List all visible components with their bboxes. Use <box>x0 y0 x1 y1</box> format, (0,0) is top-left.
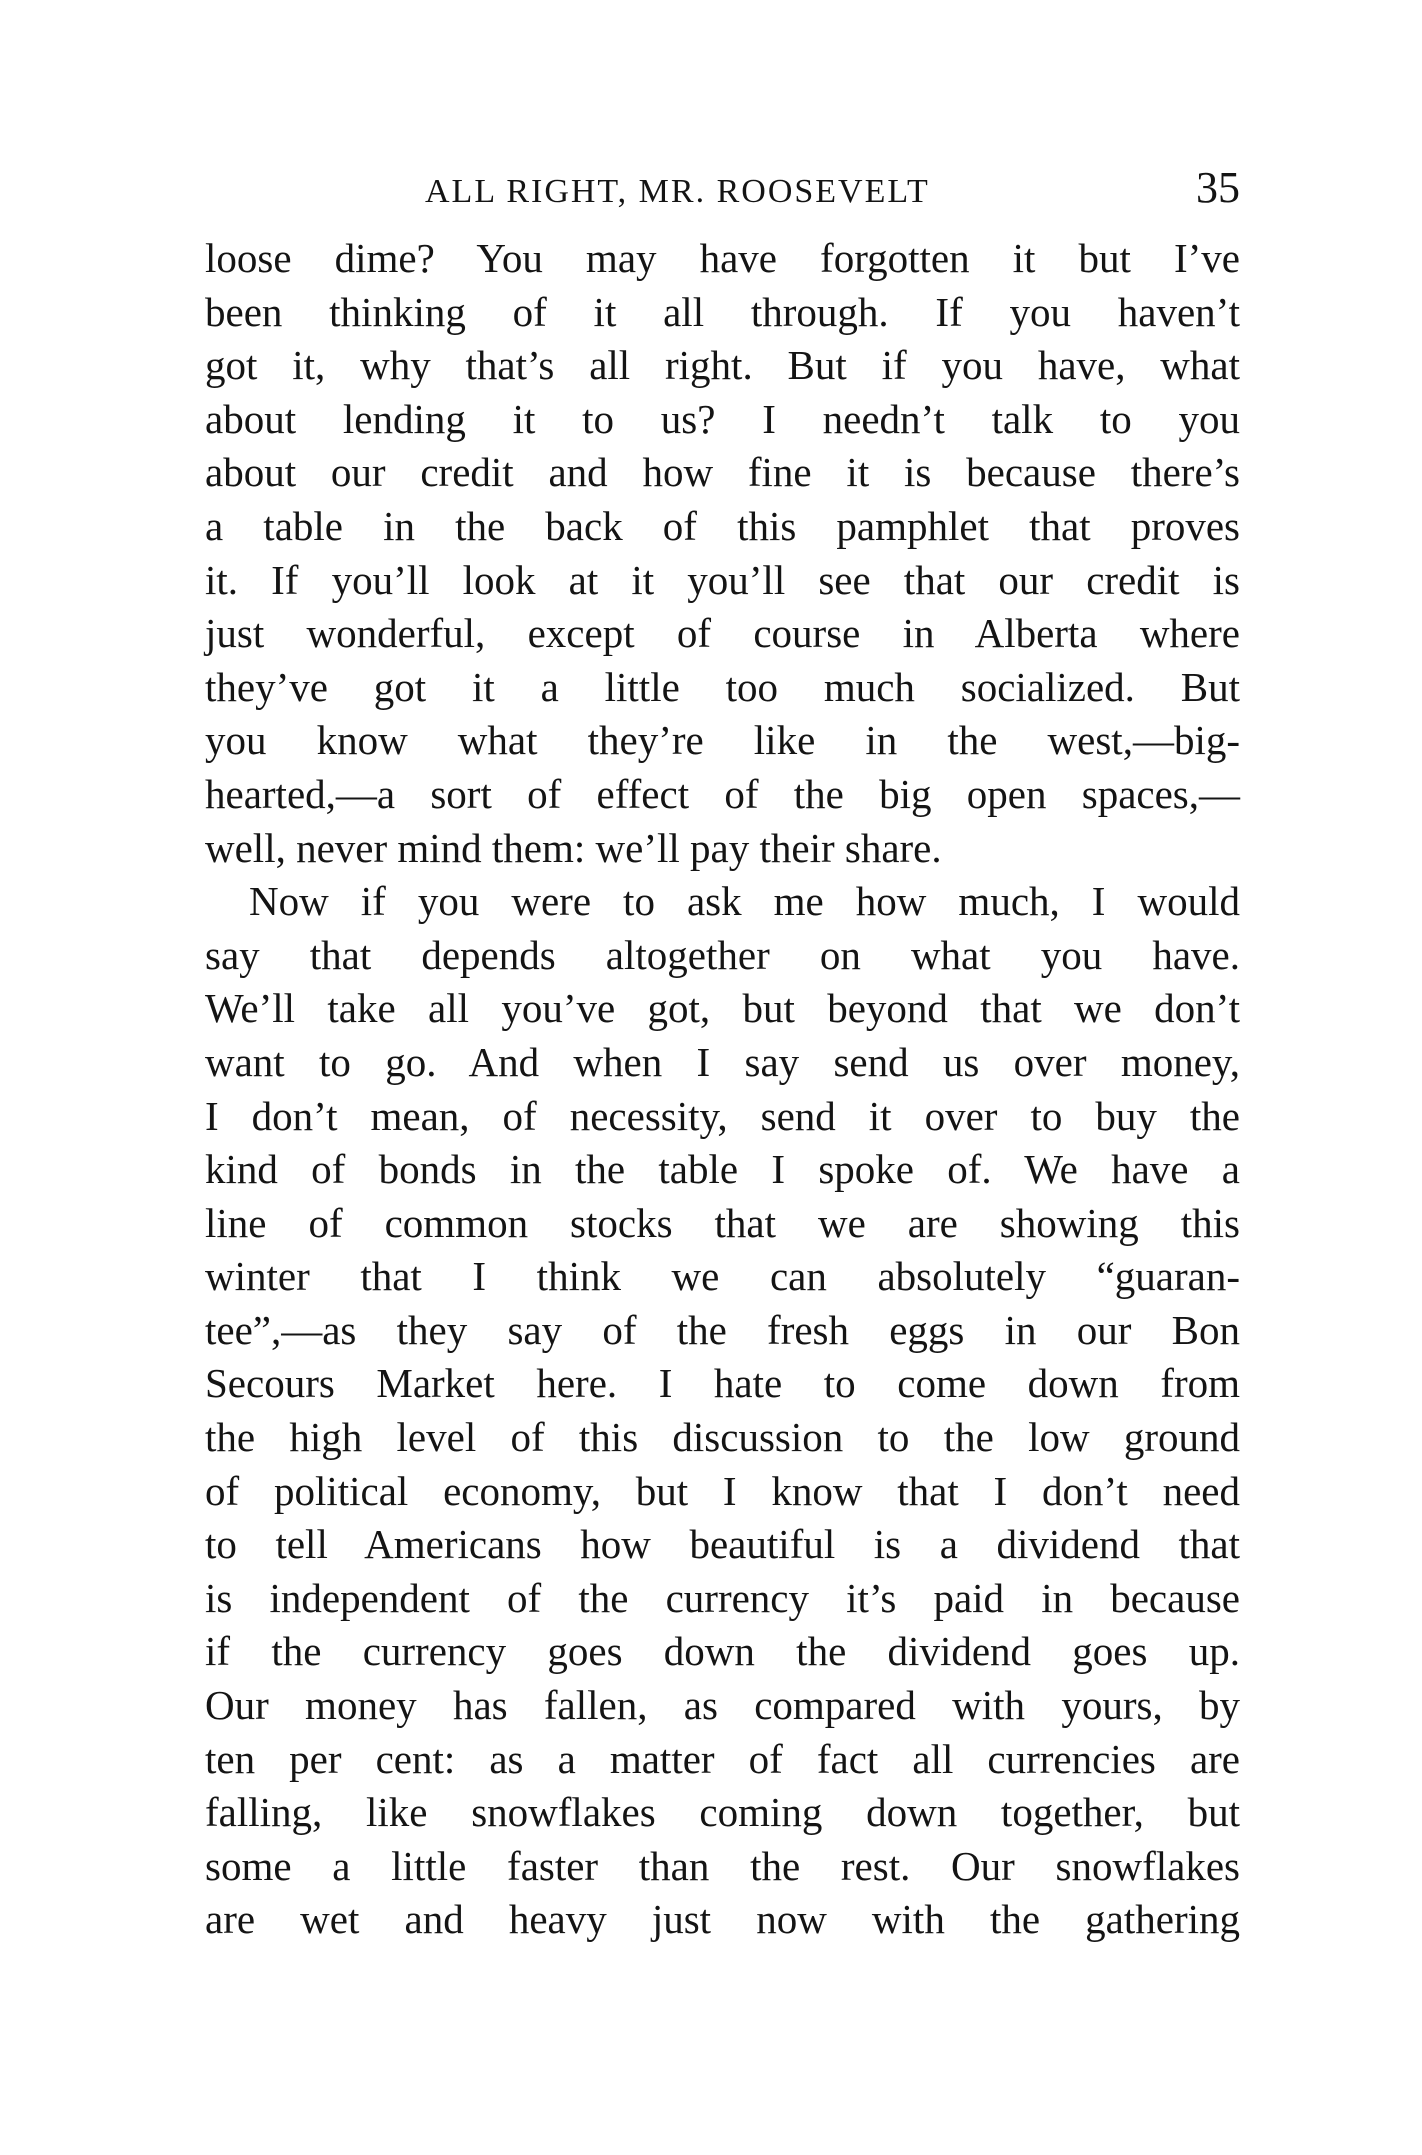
text-line: falling, like snowflakes coming down together, but <box>205 1789 1240 1836</box>
text-line: tee”,—as they say of the fresh eggs in our Bon <box>205 1306 1240 1353</box>
text-line: the high level of this discussion to the low ground <box>205 1414 1240 1461</box>
text-line: We’ll take all you’ve got, but beyond that we don’t <box>205 985 1240 1032</box>
text-line: been thinking of it all through. If you haven’t <box>205 288 1240 335</box>
text-line: winter that I think we can absolutely “guaran- <box>205 1253 1240 1300</box>
text-line: hearted,—a sort of effect of the big open spaces,— <box>205 770 1240 817</box>
text-line: you know what they’re like in the west,—big- <box>205 717 1240 764</box>
text-line: is independent of the currency it’s paid in because <box>205 1574 1240 1621</box>
text-line: say that depends altogether on what you have. <box>205 931 1240 978</box>
text-line: about our credit and how fine it is because there’s <box>205 449 1240 496</box>
text-line: kind of bonds in the table I spoke of. We have a <box>205 1146 1240 1193</box>
text-line: Now if you were to ask me how much, I would <box>249 878 1240 925</box>
text-line: Secours Market here. I hate to come down from <box>205 1360 1240 1407</box>
text-line: just wonderful, except of course in Alberta where <box>205 610 1240 657</box>
text-line: I don’t mean, of necessity, send it over to buy the <box>205 1092 1240 1139</box>
page-header <box>205 162 1240 222</box>
text-line: about lending it to us? I needn’t talk to you <box>205 395 1240 442</box>
text-line: want to go. And when I say send us over money, <box>205 1038 1240 1085</box>
text-line: some a little faster than the rest. Our snowflakes <box>205 1842 1240 1889</box>
text-line: got it, why that’s all right. But if you have, what <box>205 342 1240 389</box>
text-line: if the currency goes down the dividend goes up. <box>205 1628 1240 1675</box>
text-line: loose dime? You may have forgotten it but I’ve <box>205 235 1240 281</box>
text-line: it. If you’ll look at it you’ll see that our credit is <box>205 556 1240 603</box>
text-line: Our money has fallen, as compared with yours, by <box>205 1682 1240 1729</box>
text-line: well, never mind them: we’ll pay their share. <box>205 824 942 871</box>
text-line: are wet and heavy just now with the gathering <box>205 1896 1240 1943</box>
text-line: ten per cent: as a matter of fact all currencies are <box>205 1735 1240 1782</box>
text-line: a table in the back of this pamphlet that proves <box>205 502 1240 549</box>
running-head: ALL RIGHT, MR. ROOSEVELT <box>425 173 930 210</box>
page-number: 35 <box>1196 163 1240 212</box>
text-line: they’ve got it a little too much socialized. But <box>205 663 1240 710</box>
text-line: of political economy, but I know that I don’t need <box>205 1467 1240 1514</box>
body-text <box>205 232 1240 1947</box>
text-line: line of common stocks that we are showing this <box>205 1199 1240 1246</box>
text-line: to tell Americans how beautiful is a dividend that <box>205 1521 1240 1568</box>
